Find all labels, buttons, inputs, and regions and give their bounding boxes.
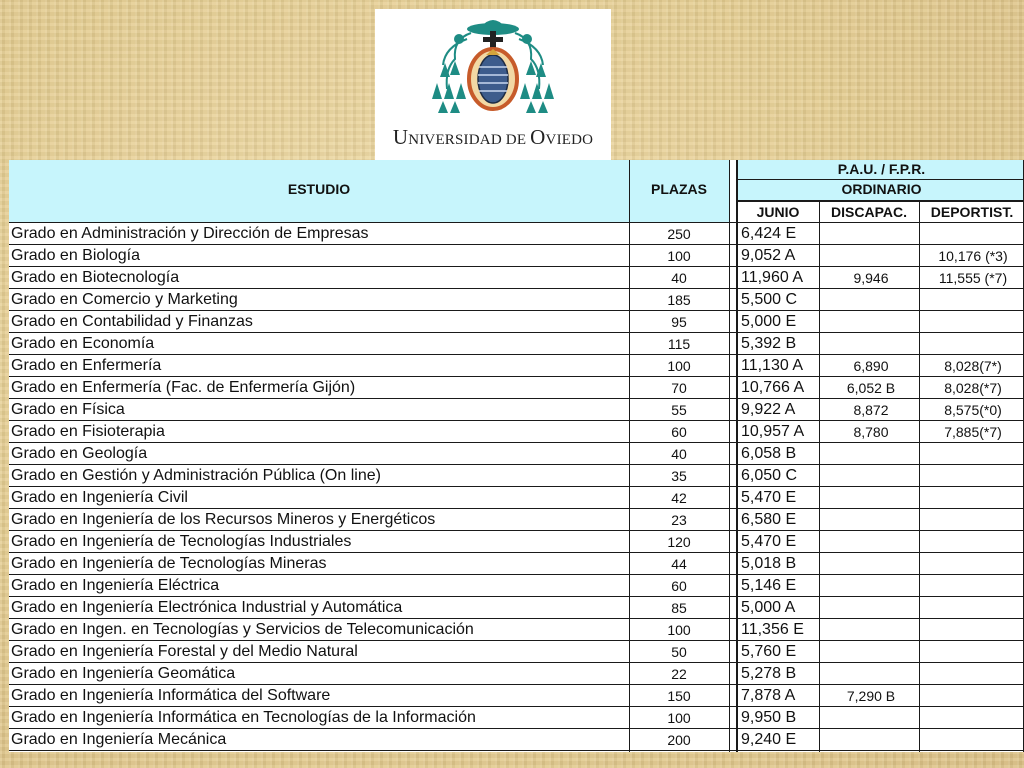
discapac-cell: 6,890 (853, 358, 889, 374)
table-row (9, 487, 1024, 509)
discapac-cell (823, 465, 919, 487)
estudio-cell: Grado en Ingeniería Civil (11, 489, 188, 506)
estudio-cell: Grado en Contabilidad y Finanzas (11, 313, 253, 330)
plazas-cell: 60 (671, 424, 687, 440)
table-row (9, 399, 1024, 421)
discapac-cell (823, 575, 919, 597)
discapac-cell (823, 487, 919, 509)
university-coat-of-arms-icon (375, 9, 611, 129)
deportist-cell (921, 729, 1024, 751)
deportist-cell (921, 443, 1024, 465)
deportist-cell (921, 289, 1024, 311)
estudio-cell: Grado en Biología (11, 247, 140, 264)
table-row (9, 267, 1024, 289)
header-divider-2 (738, 200, 1024, 202)
table-row (9, 333, 1024, 355)
header-discapac: DISCAPAC. (831, 204, 907, 220)
junio-cell: 5,760 E (741, 643, 797, 660)
header-col-line-b (919, 202, 920, 222)
deportist-cell (921, 531, 1024, 553)
table-row (9, 245, 1024, 267)
junio-cell: 9,052 A (741, 247, 796, 264)
plazas-cell: 95 (671, 314, 687, 330)
estudio-cell: Grado en Ingen. en Tecnologías y Servicios de Telecomunicación (11, 621, 474, 638)
header-pau-fpr: P.A.U. / F.P.R. (837, 161, 926, 177)
plazas-cell: 185 (667, 292, 691, 308)
plazas-cell: 40 (671, 270, 687, 286)
table-row (9, 685, 1024, 707)
table-row (9, 311, 1024, 333)
plazas-cell: 60 (671, 578, 687, 594)
junio-cell: 9,240 E (741, 731, 797, 748)
discapac-cell (823, 311, 919, 333)
estudio-cell: Grado en Geología (11, 445, 148, 462)
university-name: UNIVERSIDAD DE OVIEDO (392, 125, 594, 149)
discapac-cell: 7,290 B (846, 688, 896, 704)
plazas-cell: 200 (667, 732, 691, 748)
table-row (9, 443, 1024, 465)
discapac-cell: 6,052 B (846, 380, 896, 396)
junio-cell: 5,146 E (741, 577, 797, 594)
header-divider-1 (738, 179, 1024, 180)
header-col-line-a (819, 202, 820, 222)
table-row (9, 465, 1024, 487)
table-row (9, 663, 1024, 685)
deportist-cell: 8,028(*7) (944, 380, 1002, 396)
table-row (9, 619, 1024, 641)
table-row (9, 289, 1024, 311)
plazas-cell: 100 (667, 358, 691, 374)
junio-cell: 5,000 E (741, 313, 797, 330)
table-row (9, 223, 1024, 245)
admissions-table (9, 160, 1024, 752)
junio-cell: 10,766 A (741, 379, 805, 396)
junio-cell: 7,878 A (741, 687, 796, 704)
discapac-cell (823, 553, 919, 575)
deportist-cell: 8,028(7*) (944, 358, 1002, 374)
plazas-cell: 100 (667, 248, 691, 264)
deportist-cell (921, 707, 1024, 729)
estudio-cell: Grado en Comercio y Marketing (11, 291, 238, 308)
junio-cell: 5,470 E (741, 533, 797, 550)
estudio-cell: Grado en Ingeniería Electrónica Industrial y Automática (11, 599, 403, 616)
deportist-cell: 8,575(*0) (944, 402, 1002, 418)
table-row (9, 509, 1024, 531)
estudio-cell: Grado en Biotecnología (11, 269, 180, 286)
plazas-cell: 150 (667, 688, 691, 704)
deportist-cell (921, 311, 1024, 333)
discapac-cell (823, 663, 919, 685)
discapac-cell (823, 619, 919, 641)
junio-cell: 6,424 E (741, 225, 797, 242)
deportist-cell (921, 223, 1024, 245)
discapac-cell (823, 443, 919, 465)
deportist-cell: 7,885(*7) (944, 424, 1002, 440)
estudio-cell: Grado en Ingeniería Geomática (11, 665, 236, 682)
estudio-cell: Grado en Enfermería (11, 357, 162, 374)
estudio-cell: Grado en Administración y Dirección de Empresas (11, 225, 369, 242)
table-row (9, 531, 1024, 553)
discapac-cell (823, 531, 919, 553)
deportist-cell (921, 597, 1024, 619)
junio-cell: 6,580 E (741, 511, 797, 528)
table-row (9, 641, 1024, 663)
junio-cell: 6,050 C (741, 467, 798, 484)
junio-cell: 6,058 B (741, 445, 797, 462)
estudio-cell: Grado en Ingeniería de Tecnologías Mineras (11, 555, 327, 572)
discapac-cell (823, 245, 919, 267)
junio-cell: 5,018 B (741, 555, 797, 572)
estudio-cell: Grado en Economía (11, 335, 155, 352)
junio-cell: 10,957 A (741, 423, 805, 440)
junio-cell: 5,278 B (741, 665, 797, 682)
deportist-cell (921, 575, 1024, 597)
discapac-cell: 8,872 (853, 402, 889, 418)
table-row (9, 729, 1024, 751)
plazas-cell: 50 (671, 644, 687, 660)
header-plazas: PLAZAS (651, 181, 707, 197)
deportist-cell (921, 663, 1024, 685)
discapac-cell (823, 641, 919, 663)
deportist-cell (921, 641, 1024, 663)
table-row (9, 421, 1024, 443)
plazas-cell: 120 (667, 534, 691, 550)
university-logo (375, 9, 611, 165)
junio-cell: 11,960 A (741, 269, 803, 286)
header-ordinario: ORDINARIO (841, 181, 922, 197)
deportist-cell: 11,555 (*7) (938, 270, 1008, 286)
plazas-cell: 35 (671, 468, 687, 484)
table-row (9, 597, 1024, 619)
plazas-cell: 100 (667, 710, 691, 726)
header-deportist: DEPORTIST. (930, 204, 1014, 220)
deportist-cell (921, 685, 1024, 707)
deportist-cell (921, 509, 1024, 531)
estudio-cell: Grado en Enfermería (Fac. de Enfermería Gijón) (11, 379, 356, 396)
plazas-cell: 250 (667, 226, 691, 242)
junio-cell: 9,950 B (741, 709, 797, 726)
discapac-cell (823, 707, 919, 729)
table-row (9, 355, 1024, 377)
estudio-cell: Grado en Ingeniería Mecánica (11, 731, 227, 748)
junio-cell: 5,470 E (741, 489, 797, 506)
estudio-cell: Grado en Gestión y Administración Pública (On line) (11, 467, 381, 484)
junio-cell: 11,130 A (741, 357, 803, 374)
junio-cell: 5,392 B (741, 335, 797, 352)
plazas-cell: 85 (671, 600, 687, 616)
discapac-cell (823, 597, 919, 619)
estudio-cell: Grado en Fisioterapia (11, 423, 165, 440)
discapac-cell (823, 289, 919, 311)
junio-cell: 5,000 A (741, 599, 796, 616)
estudio-cell: Grado en Ingeniería Forestal y del Medio Natural (11, 643, 358, 660)
estudio-cell: Grado en Ingeniería de Tecnologías Industriales (11, 533, 352, 550)
junio-cell: 9,922 A (741, 401, 796, 418)
deportist-cell (921, 553, 1024, 575)
estudio-cell: Grado en Ingeniería Informática del Software (11, 687, 331, 704)
estudio-cell: Grado en Física (11, 401, 125, 418)
plazas-cell: 42 (671, 490, 687, 506)
table-row (9, 575, 1024, 597)
discapac-cell: 9,946 (853, 270, 889, 286)
deportist-cell (921, 333, 1024, 355)
plazas-cell: 44 (671, 556, 687, 572)
plazas-cell: 55 (671, 402, 687, 418)
estudio-cell: Grado en Ingeniería Eléctrica (11, 577, 220, 594)
estudio-cell: Grado en Ingeniería Informática en Tecnologías de la Información (11, 709, 476, 726)
estudio-cell: Grado en Ingeniería de los Recursos Mineros y Energéticos (11, 511, 436, 528)
row-divider (9, 750, 1024, 751)
header-estudio: ESTUDIO (287, 181, 351, 197)
plazas-cell: 23 (671, 512, 687, 528)
deportist-cell (921, 465, 1024, 487)
discapac-cell (823, 729, 919, 751)
table-row (9, 377, 1024, 399)
discapac-cell: 8,780 (853, 424, 889, 440)
discapac-cell (823, 223, 919, 245)
junio-cell: 5,500 C (741, 291, 798, 308)
header-junio: JUNIO (756, 204, 800, 220)
plazas-cell: 40 (671, 446, 687, 462)
plazas-cell: 100 (667, 622, 691, 638)
plazas-cell: 22 (671, 666, 687, 682)
table-row (9, 553, 1024, 575)
deportist-cell (921, 619, 1024, 641)
junio-cell: 11,356 E (741, 621, 804, 638)
discapac-cell (823, 333, 919, 355)
deportist-cell (921, 487, 1024, 509)
plazas-cell: 115 (667, 336, 691, 352)
plazas-cell: 70 (671, 380, 687, 396)
discapac-cell (823, 509, 919, 531)
table-row (9, 707, 1024, 729)
deportist-cell: 10,176 (*3) (938, 248, 1008, 264)
